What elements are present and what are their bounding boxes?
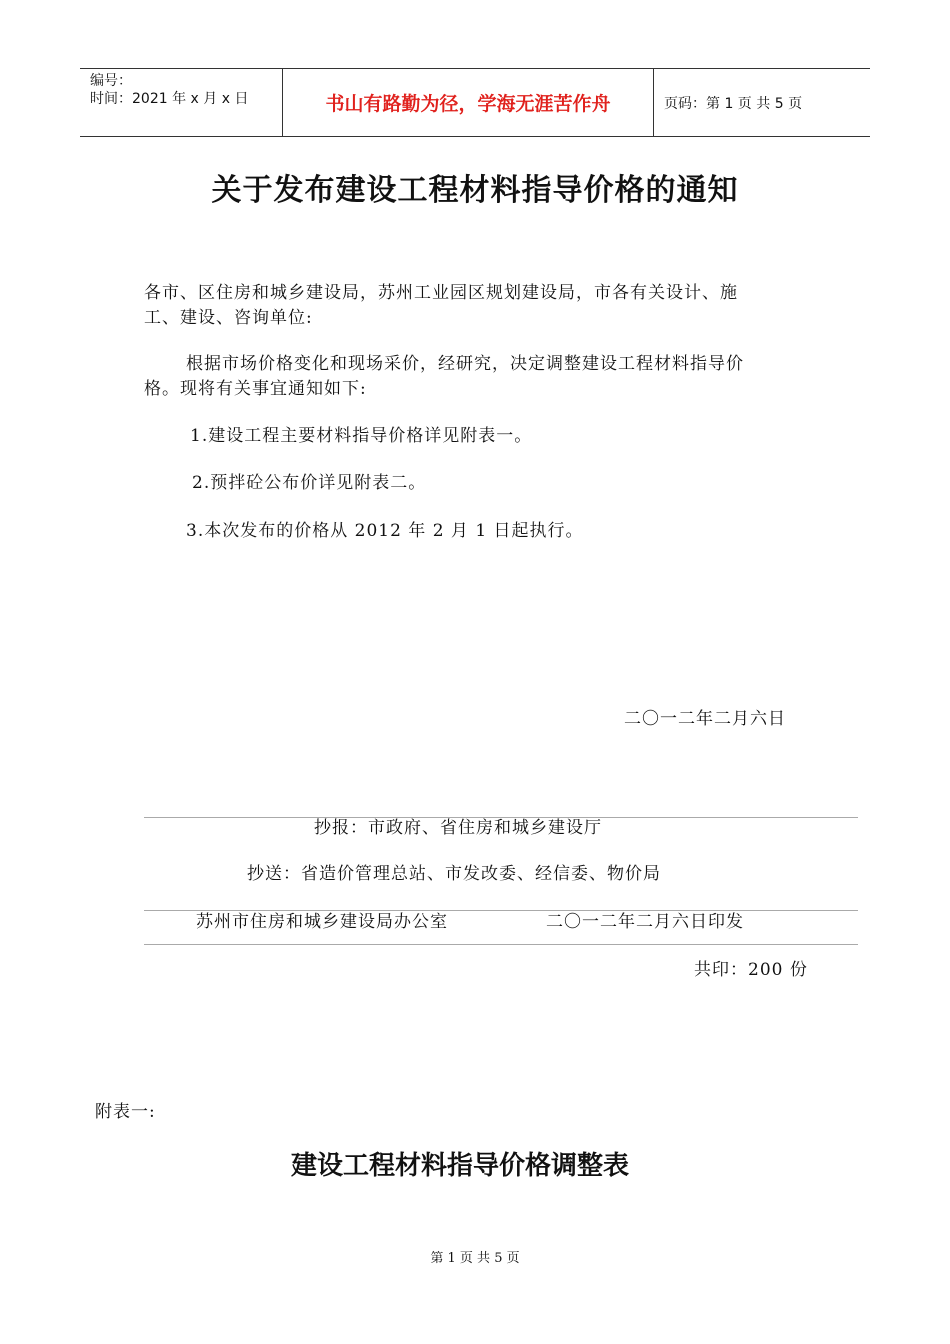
- page-footer: 第 1 页 共 5 页: [430, 1251, 520, 1266]
- notice-item-2: 2.预拌砼公布价详见附表二。: [192, 473, 427, 493]
- header-page-info: 页码：第 1 页 共 5 页: [664, 95, 803, 112]
- body-line-2: 格。现将有关事宜通知如下:: [144, 379, 367, 399]
- cc-send: 抄送：省造价管理总站、市发改委、经信委、物价局: [247, 864, 661, 884]
- issuing-office: 苏州市住房和城乡建设局办公室: [196, 912, 448, 932]
- header-motto: 书山有路勤为径，学海无涯苦作舟: [282, 69, 654, 136]
- divider-bottom: [144, 944, 858, 945]
- document-header: [80, 68, 870, 137]
- header-meta: [80, 69, 282, 136]
- time-text: 时间：2021 年 x 月 x 日: [90, 91, 249, 107]
- notice-item-1: 1.建设工程主要材料指导价格详见附表一。: [190, 426, 533, 446]
- notice-title: 关于发布建设工程材料指导价格的通知: [211, 173, 739, 208]
- recipients-line-1: 各市、区住房和城乡建设局，苏州工业园区规划建设局，市各有关设计、施: [144, 283, 738, 303]
- notice-item-3: 3.本次发布的价格从 2012 年 2 月 1 日起执行。: [186, 521, 584, 541]
- body-line-1: 根据市场价格变化和现场采价，经研究，决定调整建设工程材料指导价: [186, 354, 744, 374]
- cc-report: 抄报：市政府、省住房和城乡建设厅: [314, 818, 602, 838]
- appendix-label: 附表一:: [95, 1102, 156, 1122]
- serial-label: 编号：: [90, 73, 132, 89]
- issue-date: 二〇一二年二月六日印发: [546, 912, 744, 932]
- appendix-title: 建设工程材料指导价格调整表: [290, 1151, 629, 1181]
- copies-count: 共印：200 份: [694, 960, 808, 980]
- recipients-line-2: 工、建设、咨询单位:: [144, 308, 313, 328]
- notice-date: 二〇一二年二月六日: [624, 709, 786, 729]
